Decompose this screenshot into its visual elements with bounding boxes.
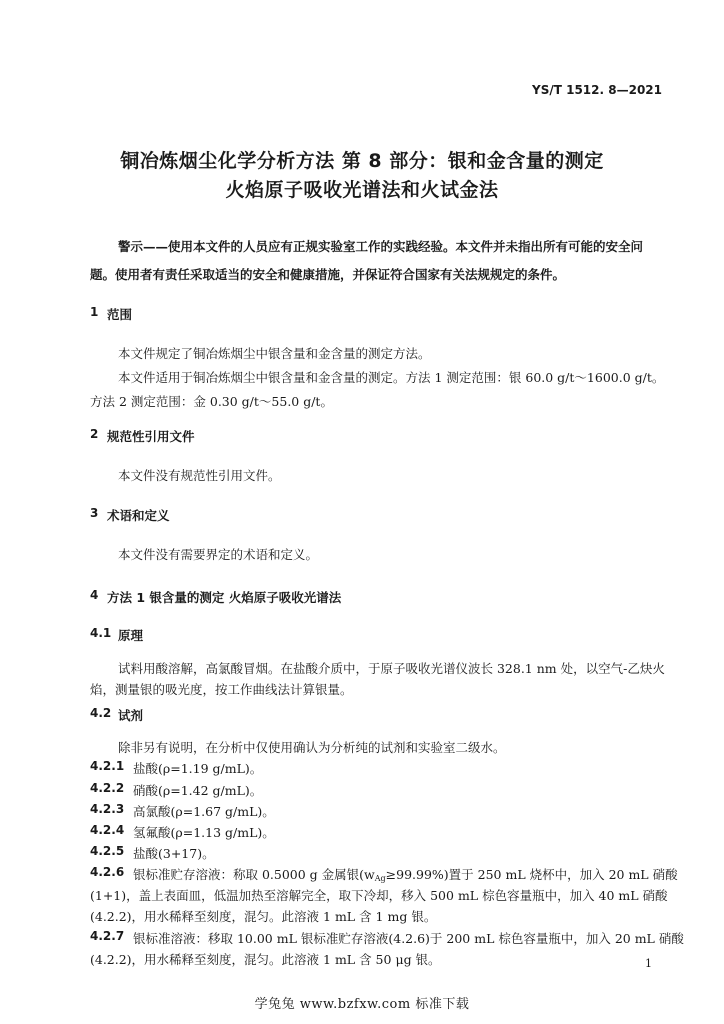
item-4-2-6-line1: 银标准贮存溶液：称取 0.5000 g 金属银$(w_{Ag}\ge 99.99\%)$置于 250 mL 烧杯中，加入 20 mL 硝酸 [133, 867, 678, 883]
subsection-4-1-heading: 原理 [118, 628, 144, 643]
subscript-ag: Ag [374, 874, 386, 883]
section-4-heading: 方法 1 银含量的测定 火焰原子吸收光谱法 [107, 590, 342, 605]
document-title-line2: 火焰原子吸收光谱法和火试金法 [225, 179, 499, 201]
subsection-4-2-number: 4.2 [90, 706, 112, 720]
item-4-2-7-line2: (4.2.2)，用水稀释至刻度，混匀。此溶液 1 mL 含 50 μg 银。 [90, 952, 441, 967]
section-2-heading: 规范性引用文件 [107, 429, 195, 444]
section-1-paragraph-1: 本文件规定了铜冶炼烟尘中银含量和金含量的测定方法。 [118, 346, 431, 361]
item-4-2-2-text: 硝酸(ρ=1.42 g/mL)。 [133, 783, 263, 798]
section-3-paragraph: 本文件没有需要界定的术语和定义。 [118, 547, 319, 562]
section-3-number: 3 [90, 506, 99, 520]
section-1-paragraph-2-line1: 本文件适用于铜冶炼烟尘中银含量和金含量的测定。方法 1 测定范围：银 60.0 g/t～1600.0 g/t。 [118, 370, 665, 385]
warning-line2: 题。使用者有责任采取适当的安全和健康措施，并保证符合国家有关法规规定的条件。 [90, 267, 566, 282]
item-4-2-6-line2: (1+1)，盖上表面皿，低温加热至溶解完全，取下冷却，移入 500 mL 棕色容量瓶中，加入 40 mL 硝酸 [90, 888, 668, 903]
section-1-number: 1 [90, 305, 99, 319]
item-4-2-4-text: 氢氟酸(ρ=1.13 g/mL)。 [133, 825, 275, 840]
subsection-4-2-intro: 除非另有说明，在分析中仅使用确认为分析纯的试剂和实验室二级水。 [118, 740, 506, 755]
item-4-2-5-number: 4.2.5 [90, 844, 125, 858]
item-4-2-1-text: 盐酸(ρ=1.19 g/mL)。 [133, 761, 263, 776]
page-number: 1 [645, 957, 652, 970]
item-4-2-7-line1: 银标准溶液：移取 10.00 mL 银标准贮存溶液(4.2.6)于 200 mL 棕色容量瓶中，加入 20 mL 硝酸 [133, 931, 684, 946]
item-4-2-5-text: 盐酸(3+17)。 [133, 846, 215, 861]
watermark-footer: 学兔兔 www.bzfxw.com 标准下载 [254, 997, 470, 1012]
section-3-heading: 术语和定义 [107, 508, 170, 523]
item-4-2-1-number: 4.2.1 [90, 759, 125, 773]
section-1-heading: 范围 [107, 307, 133, 322]
subsection-4-1-line2: 焰，测量银的吸光度，按工作曲线法计算银量。 [90, 682, 353, 697]
section-1-paragraph-2-line2: 方法 2 测定范围：金 0.30 g/t～55.0 g/t。 [90, 394, 333, 409]
section-4-number: 4 [90, 588, 99, 602]
section-2-paragraph: 本文件没有规范性引用文件。 [118, 468, 281, 483]
item-4-2-6-number: 4.2.6 [90, 865, 125, 879]
document-title-line1: 铜冶炼烟尘化学分析方法 第 8 部分：银和金含量的测定 [120, 150, 604, 172]
subsection-4-1-line1: 试料用酸溶解，高氯酸冒烟。在盐酸介质中，于原子吸收光谱仪波长 328.1 nm 处，以空气-乙炔火 [118, 661, 665, 676]
item-4-2-3-text: 高氯酸(ρ=1.67 g/mL)。 [133, 804, 275, 819]
warning-line1: 警示——使用本文件的人员应有正规实验室工作的实践经验。本文件并未指出所有可能的安全问 [118, 239, 644, 254]
item-4-2-2-number: 4.2.2 [90, 781, 125, 795]
item-4-2-3-number: 4.2.3 [90, 802, 125, 816]
section-2-number: 2 [90, 427, 99, 441]
item-4-2-7-number: 4.2.7 [90, 929, 125, 943]
subsection-4-1-number: 4.1 [90, 626, 112, 640]
item-4-2-4-number: 4.2.4 [90, 823, 125, 837]
item-4-2-6-line3: (4.2.2)，用水稀释至刻度，混匀。此溶液 1 mL 含 1 mg 银。 [90, 909, 437, 924]
subsection-4-2-heading: 试剂 [118, 708, 144, 723]
document-number: YS/T 1512. 8—2021 [532, 83, 662, 97]
